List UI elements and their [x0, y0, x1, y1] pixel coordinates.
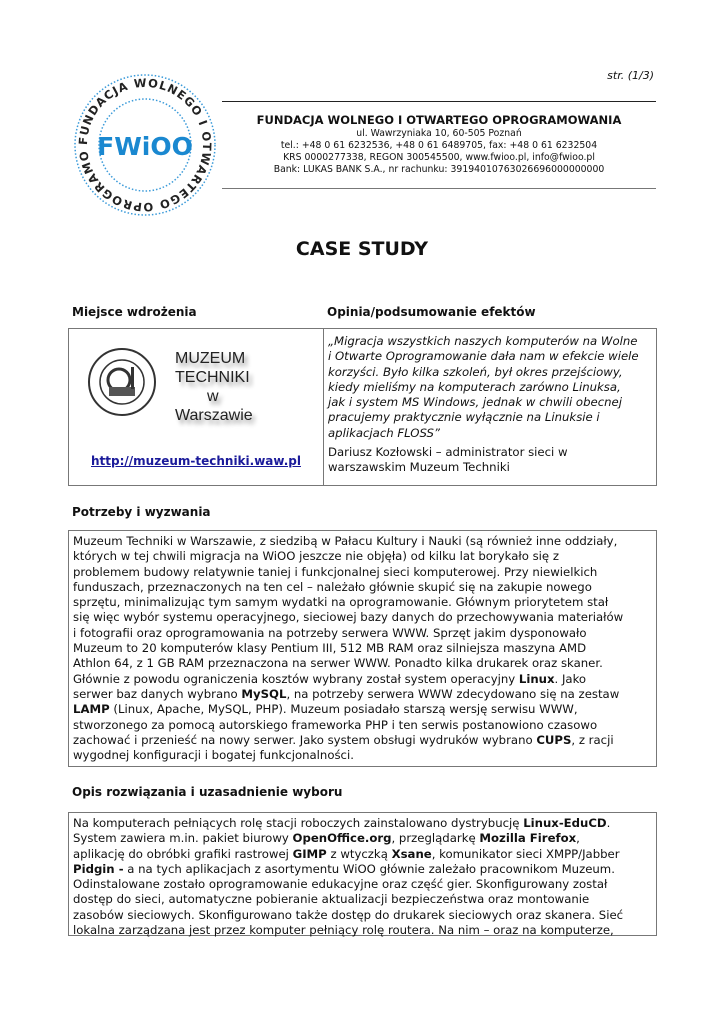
page-number: str. (1/3)	[607, 69, 654, 82]
org-name: FUNDACJA WOLNEGO I OTWARTEGO OPROGRAMOWANIA	[256, 113, 622, 127]
text-span: Athlon 64, z 1 GB RAM przeznaczona na serwer WWW. Ponadto kilka drukarek oraz skaner.	[73, 656, 603, 671]
paragraph-line	[73, 687, 652, 702]
text-span: z wtyczką	[326, 846, 392, 861]
text-span: .	[606, 816, 611, 830]
text-span: których w tej chwili migracja na WiOO jeszcze nie objęła) od kilku lat borykało się z	[73, 549, 559, 564]
text-span: (Linux, Apache, MySQL, PHP). Muzeum posiadało starszą wersję serwisu WWW,	[109, 702, 578, 717]
paragraph-line	[73, 877, 652, 892]
quote-line: pracujemy praktycznie wyłącznie na Linuksie i	[328, 410, 600, 425]
bold-term: GIMP	[292, 846, 327, 861]
paragraph-line	[73, 908, 652, 923]
paragraph-line	[73, 733, 652, 748]
text-span: Głównie z powodu ograniczenia kosztów wybrany został system operacyjny	[73, 671, 519, 686]
org-details	[222, 128, 656, 176]
paragraph-line	[73, 656, 652, 671]
text-span: ,	[576, 831, 580, 846]
quote-line: korzyści. Było kilka szkoleń, był okres przejściowy,	[328, 364, 623, 379]
author-line: Dariusz Kozłowski – administrator sieci w	[328, 445, 568, 460]
needs-heading: Potrzeby i wyzwania	[72, 505, 211, 519]
bold-term: CUPS	[536, 732, 572, 747]
paragraph-line	[73, 580, 652, 595]
quote-line: aplikacjach FLOSS”	[328, 425, 440, 440]
paragraph-line	[73, 831, 652, 846]
text-span: Na komputerach pełniących rolę stacji roboczych zainstalowano dystrybucję	[73, 816, 524, 830]
quote-line: i Otwarte Oprogramowanie dała nam w efekcie wiele	[328, 349, 639, 364]
quote-line: „Migracja wszystkich naszych komputerów na Wolne	[328, 334, 638, 348]
text-span: wygodnej konfiguracji i bogatej funkcjonalności.	[73, 748, 354, 763]
solution-heading: Opis rozwiązania i uzasadnienie wyboru	[72, 785, 343, 799]
location-heading: Miejsce wdrożenia	[72, 305, 197, 319]
org-phone: tel.: +48 0 61 6232536, +48 0 61 6489705, fax: +48 0 61 6232504	[280, 140, 598, 151]
paragraph-line	[73, 748, 652, 763]
quote-line: jak i system MS Windows, jednak w chwili obecnej	[328, 395, 622, 410]
paragraph-line	[73, 641, 652, 656]
org-registry: KRS 0000277338, REGON 300545500, www.fwioo.pl, info@fwioo.pl	[283, 152, 595, 163]
needs-box	[68, 530, 657, 767]
text-span: problemem budowy relatywnie taniej i funkcjonalnej sieci komputerowej. Przy niewielkich	[73, 564, 598, 579]
fwioo-logo	[72, 72, 218, 218]
text-span: Muzeum to 20 komputerów klasy Pentium III, 512 MB RAM oraz silniejsza maszyna AMD	[73, 641, 587, 656]
text-span: sprzętu, minimalizując tym samym wydatki na oprogramowanie. Głównym priorytetem stał	[73, 595, 609, 610]
bold-term: Linux-EduCD	[523, 816, 607, 830]
text-span: . Jako	[554, 671, 587, 686]
bold-term: LAMP	[73, 702, 110, 717]
paragraph-line	[73, 672, 652, 687]
opinion-heading: Opinia/podsumowanie efektów	[327, 305, 536, 319]
museum-logo-line: TECHNIKI	[175, 369, 250, 386]
paragraph-line	[73, 923, 652, 938]
museum-logo-text	[175, 349, 253, 425]
table-divider	[323, 329, 324, 485]
museum-logo-line: Warszawie	[175, 407, 253, 424]
page-title: CASE STUDY	[295, 238, 429, 260]
bold-term: Pidgin -	[73, 861, 124, 876]
quote-block	[328, 334, 639, 476]
logo-ring-text: FUNDACJA WOLNEGO I OTWARTEGO OPROGRAMO	[75, 75, 215, 215]
header-bottom-rule	[222, 188, 656, 189]
paragraph-line	[73, 816, 652, 831]
paragraph-line	[73, 702, 652, 717]
paragraph-line	[73, 595, 652, 610]
text-span: serwer baz danych wybrano	[73, 686, 242, 701]
museum-logo-line: w	[207, 388, 219, 405]
logo-text: FWiOO	[97, 132, 193, 161]
text-span: lokalna zarządzana jest przez komputer pełniący rolę routera. Na nim – oraz na komputerze,	[73, 923, 614, 938]
paragraph-line	[73, 610, 652, 625]
paragraph-line	[73, 892, 652, 907]
text-span: funduszach, przeznaczonych na ten cel – należało głównie skupić się na zakupie nowego	[73, 579, 592, 594]
text-span: Odinstalowane zostało oprogramowanie edukacyjne oraz część gier. Skonfigurowany został	[73, 877, 608, 892]
text-span: System zawiera m.in. pakiet biurowy	[73, 831, 293, 846]
paragraph-line	[73, 549, 652, 564]
text-span: , na potrzeby serwera WWW zdecydowano się na zestaw	[286, 686, 620, 701]
paragraph-line	[73, 626, 652, 641]
paragraph-line	[73, 534, 652, 549]
text-span: zachować i przenieść na nowy serwer. Jako system obsługi wydruków wybrano	[73, 732, 537, 747]
text-span: się więc wybór systemu operacyjnego, sieciowej bazy danych do przechowywania materiałów	[73, 610, 624, 625]
museum-logo-line: MUZEUM	[175, 350, 246, 367]
bold-term: Linux	[518, 671, 555, 686]
summary-table	[68, 328, 657, 486]
bold-term: OpenOffice.org	[292, 831, 392, 846]
paragraph-line	[73, 718, 652, 733]
org-address: ul. Wawrzyniaka 10, 60-505 Poznań	[356, 128, 522, 139]
bold-term: Xsane	[391, 846, 432, 861]
paragraph-line	[73, 565, 652, 580]
text-span: , przeglądarkę	[391, 831, 480, 846]
quote-line: kiedy mieliśmy na komputerach zarówno Linuksa,	[328, 379, 621, 394]
text-span: i fotografii oraz oprogramowania na potrzeby serwera WWW. Sprzęt jakim dysponowało	[73, 625, 587, 640]
author-line: warszawskim Muzeum Techniki	[328, 460, 510, 475]
bold-term: Mozilla Firefox	[479, 831, 577, 846]
bold-term: MySQL	[241, 686, 287, 701]
header-top-rule	[222, 101, 656, 102]
paragraph-line	[73, 847, 652, 862]
text-span: , z racji	[571, 732, 614, 747]
text-span: a na tych aplikacjach z asortymentu WiOO głównie zależało pracownikom Muzeum.	[123, 861, 615, 876]
org-bank: Bank: LUKAS BANK S.A., nr rachunku: 39194010763026696000000000	[273, 164, 605, 175]
text-span: Muzeum Techniki w Warszawie, z siedzibą w Pałacu Kultury i Nauki (są również inne oddziały,	[73, 534, 618, 548]
text-span: , komunikator sieci XMPP/Jabber	[431, 846, 620, 861]
text-span: aplikację do obróbki grafiki rastrowej	[73, 846, 293, 861]
text-span: stworzonego za pomocą autorskiego frameworka PHP i ten serwis postanowiono czasowo	[73, 717, 598, 732]
museum-url-link[interactable]: http://muzeum-techniki.waw.pl	[91, 454, 301, 468]
text-span: zasobów sieciowych. Skonfigurowano także dostęp do drukarek sieciowych oraz skanera. Sieć	[73, 907, 624, 922]
paragraph-line	[73, 862, 652, 877]
museum-emblem	[87, 347, 157, 417]
solution-box	[68, 812, 657, 936]
text-span: dostęp do sieci, automatyczne pobieranie aktualizacji bezpieczeństwa oraz montowanie	[73, 892, 590, 907]
